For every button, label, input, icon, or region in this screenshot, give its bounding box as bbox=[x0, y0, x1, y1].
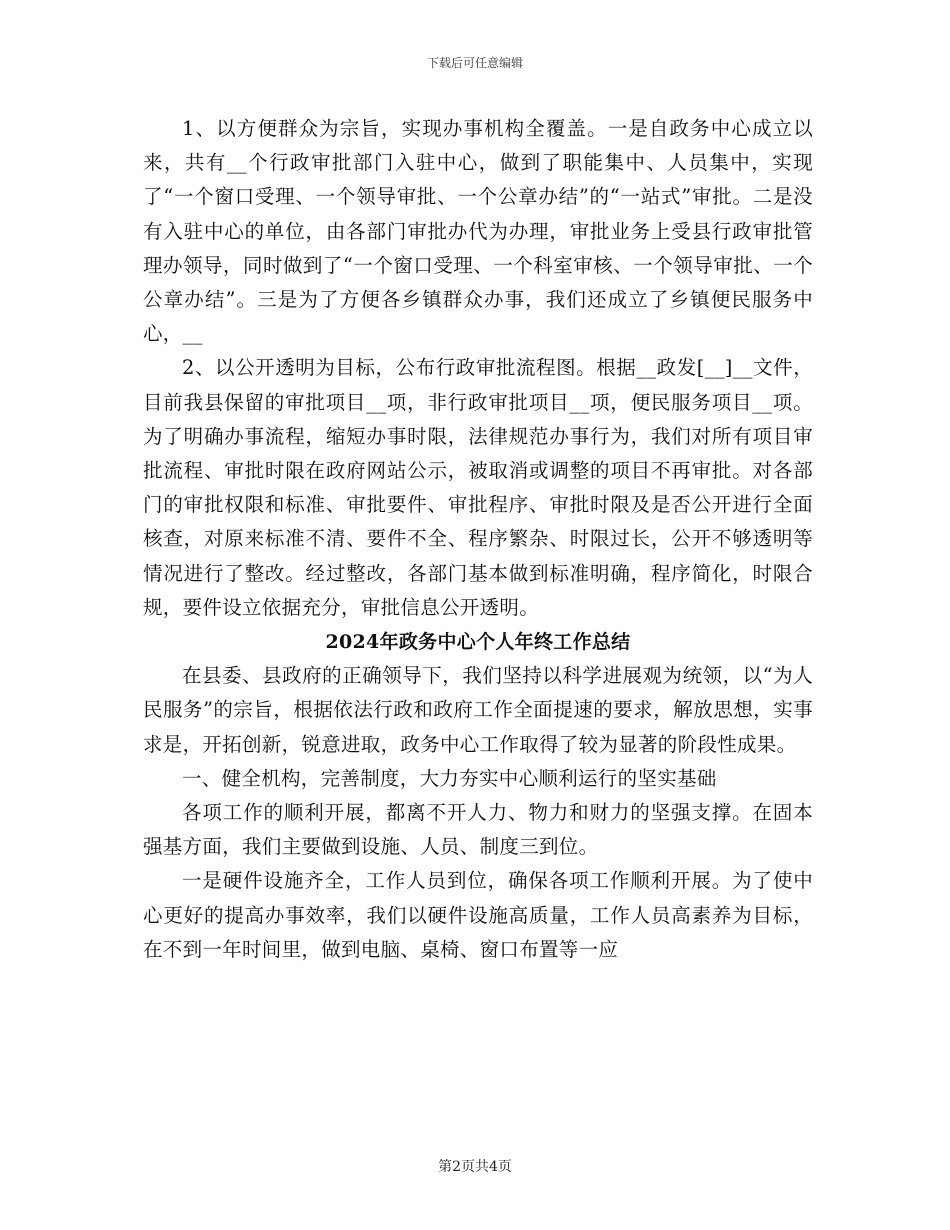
section-heading-1: 一、健全机构，完善制度，大力夯实中心顺利运行的坚实基础 bbox=[182, 766, 717, 790]
paragraph-hardware: 一是硬件设施齐全，工作人员到位，确保各项工作顺利开展。为了使中心更好的提高办事效率，我们以硬件设施高质量，工作人员高素养为目标，在不到一年时间里，做到电脑、桌椅、窗口布置等一应 bbox=[143, 869, 813, 961]
paragraph-convenience: 1、以方便群众为宗旨，实现办事机构全覆盖。一是自政务中心成立以来，共有__个行政审批部门入驻中心，做到了职能集中、人员集中，实现了“一个窗口受理、一个领导审批、一个公章办结”的“一站式”审批。二是没有入驻中心的单位，由各部门审批办代为办理，审批业务上受县行政审批管理办领导，同时做到了“一个窗口受理、一个科室审核、一个领导审批、一个公章办结”。三是为了方便各乡镇群众办事，我们还成立了乡镇便民服务中心，__ bbox=[143, 117, 813, 346]
paragraph-transparency: 2、以公开透明为目标，公布行政审批流程图。根据__政发[__]__文件，目前我县保留的审批项目__项，非行政审批项目__项，便民服务项目__项。为了明确办事流程，缩短办事时限，法律规范办事行为，我们对所有项目审批流程、审批时限在政府网站公示，被取消或调整的项目不再审批。对各部门的审批权限和标准、审批要件、审批程序、审批时限及是否公开进行全面核查，对原来标准不清、要件不全、程序繁杂、时限过长，公开不够透明等情况进行了整改。经过整改，各部门基本做到标准明确，程序简化，时限合规，要件设立依据充分，审批信息公开透明。 bbox=[143, 356, 813, 619]
document-title: 2024年政务中心个人年终工作总结 bbox=[325, 631, 631, 654]
paragraph-support: 各项工作的顺利开展，都离不开人力、物力和财力的坚强支撑。在固本强基方面，我们主要做到设施、人员、制度三到位。 bbox=[143, 801, 813, 859]
document-body bbox=[143, 112, 813, 967]
page-header-note: 下载后可任意编辑 bbox=[426, 56, 523, 70]
paragraph-introduction: 在县委、县政府的正确领导下，我们坚持以科学进展观为统领，以“为人民服务”的宗旨，根据依法行政和政府工作全面提速的要求，解放思想，实事求是，开拓创新，锐意进取，政务中心工作取得了较为显著的阶段性成果。 bbox=[143, 664, 813, 756]
page-number: 第2页共4页 bbox=[438, 1159, 512, 1175]
